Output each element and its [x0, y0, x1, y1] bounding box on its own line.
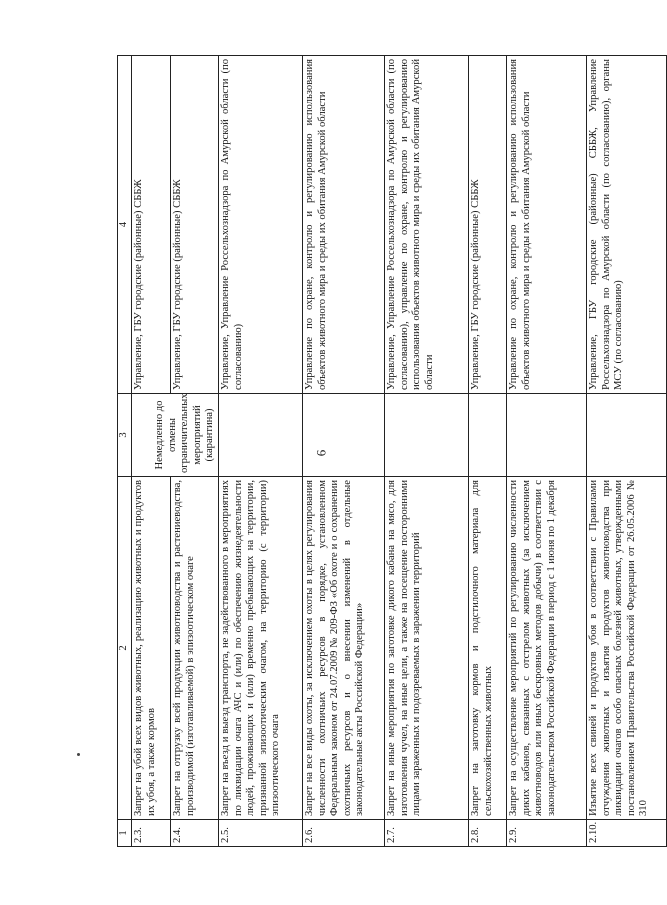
table-row	[218, 56, 302, 847]
row-term: Немедленно до отмены ограничительных мероприятий (карантина)	[132, 394, 219, 477]
table-row	[132, 56, 171, 847]
row-number: 2.7.	[384, 820, 468, 847]
header-col-3: 3	[118, 394, 132, 477]
row-number: 2.6.	[302, 820, 384, 847]
header-col-1: 1	[118, 820, 132, 847]
row-responsible: Управление, ГБУ городские (районные) СББЖ	[170, 56, 218, 394]
header-col-4: 4	[118, 56, 132, 394]
row-term	[302, 394, 384, 477]
row-term	[218, 394, 302, 477]
scan-speck	[77, 753, 80, 756]
row-term	[384, 394, 468, 477]
row-measure: Запрет на осуществление мероприятий по регулированию численности диких кабанов, связанных с отстрелом животных (за исключением животноводов или иных бескровных методов добычи) в соответствии с законодательством Российской Федерации в период с 1 июня по 1 декабря	[506, 477, 586, 820]
page-number: 6	[313, 449, 329, 457]
row-measure: Запрет на иные мероприятия по заготовке дикого кабана на мясо, для изготовления чучел, на иные цели, а также на посещение посторонними лицами зараженных и подозреваемых в заражении территорий	[384, 477, 468, 820]
table-row	[506, 56, 586, 847]
row-measure: Запрет на все виды охоты, за исключением охоты в целях регулирования численности охотничьих ресурсов в порядке, установленном Федеральным законом от 24.07.2009 № 209-ФЗ «Об охоте и о сохранении охотничьих ресурсов и о внесении изменений в отдельные законодательные акты Российской Федерации»	[302, 477, 384, 820]
row-measure: Запрет на убой всех видов животных, реализацию животных и продуктов их убоя, а также кормов	[132, 477, 171, 820]
row-responsible: Управление, ГБУ городские (районные) СББЖ, Управление Россельхознадзора по Амурской области (по согласованию), органы МСУ (по согласованию)	[586, 56, 666, 394]
rotated-table-container	[117, 55, 650, 847]
row-measure: Изъятие всех свиней и продуктов убоя в соответствии с Правилами отчуждения животных и изъятия продуктов животноводства при ликвидации очагов особо опасных болезней животных, утвержденными постановлением Правительства Российской Федерации от 26.05.2006 № 310	[586, 477, 666, 820]
row-responsible: Управление, ГБУ городские (районные) СББЖ	[132, 56, 171, 394]
row-number: 2.3.	[132, 820, 171, 847]
row-responsible: Управление, Управление Россельхознадзора по Амурской области (по согласованию), управление по охране, контролю и регулированию использования объектов животного мира и среды их обитания Амурской области	[384, 56, 468, 394]
table-row	[586, 56, 666, 847]
table-row	[468, 56, 506, 847]
measures-table	[117, 55, 667, 847]
row-number: 2.10.	[586, 820, 666, 847]
row-responsible: Управление по охране, контролю и регулированию использования объектов животного мира и среды их обитания Амурской области	[506, 56, 586, 394]
row-number: 2.9.	[506, 820, 586, 847]
row-number: 2.5.	[218, 820, 302, 847]
row-term	[506, 394, 586, 477]
table-row	[302, 56, 384, 847]
row-responsible: Управление, ГБУ городские (районные) СББЖ	[468, 56, 506, 394]
header-col-2: 2	[118, 477, 132, 820]
row-measure: Запрет на въезд и выезд транспорта, не задействованного в мероприятиях по ликвидации очага АЧС и (или) по обеспечению жизнедеятельности людей, проживающих и (или) временно пребывающих на территории, признанной эпизоотическим очагом, на территорию (с территории) эпизоотического очага	[218, 477, 302, 820]
row-term	[468, 394, 506, 477]
table-header-row	[118, 56, 132, 847]
row-number: 2.8.	[468, 820, 506, 847]
row-responsible: Управление по охране, контролю и регулированию использования объектов животного мира и среды их обитания Амурской области	[302, 56, 384, 394]
table-row	[384, 56, 468, 847]
row-term	[586, 394, 666, 477]
row-number: 2.4.	[170, 820, 218, 847]
row-responsible: Управление, Управление Россельхознадзора по Амурской области (по согласованию)	[218, 56, 302, 394]
row-measure: Запрет на заготовку кормов и подстилочного материала для сельскохозяйственных животных	[468, 477, 506, 820]
row-measure: Запрет на отгрузку всей продукции животноводства и растениеводства, производимой (изготавливаемой) в эпизоотическом очаге	[170, 477, 218, 820]
